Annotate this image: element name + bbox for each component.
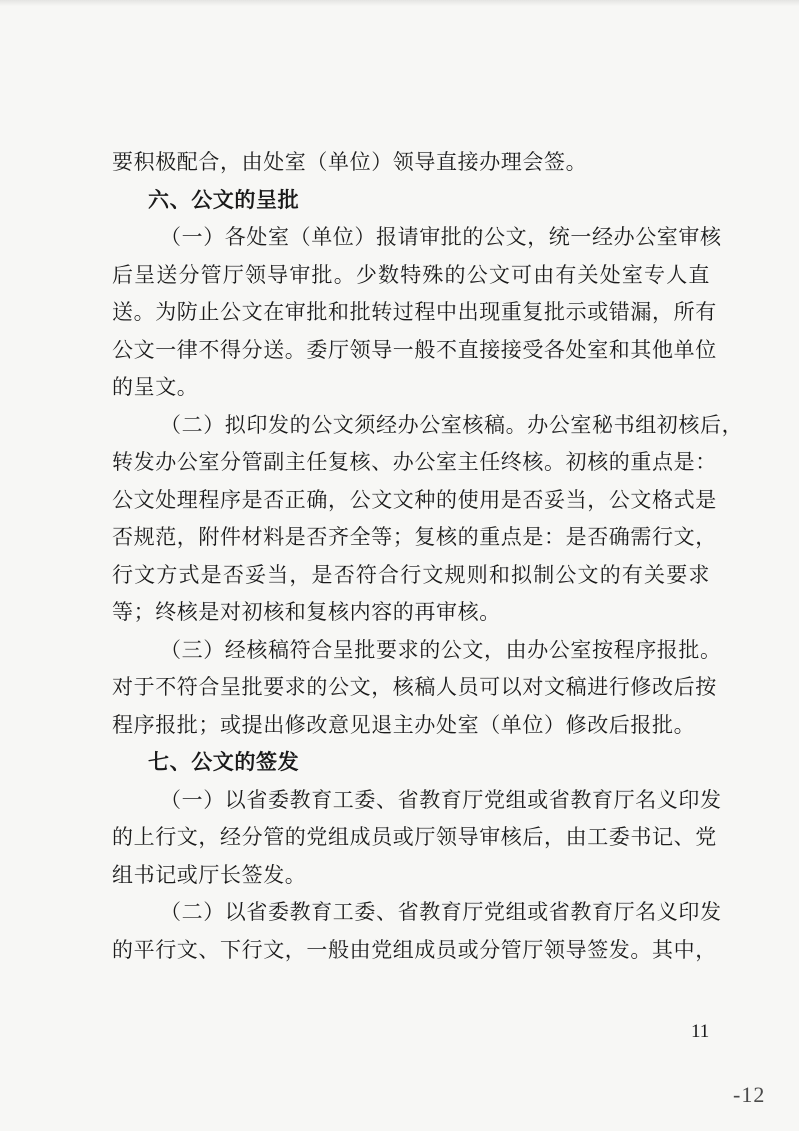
paragraph-line: 转发办公室分管副主任复核、办公室主任终核。初核的重点是： (112, 450, 717, 474)
paragraph-line: （一）各处室（单位）报请审批的公文，统一经办公室审核 (160, 225, 722, 249)
paragraph-line: 送。为防止公文在审批和批转过程中出现重复批示或错漏，所有 (112, 300, 717, 324)
paragraph-line: 要积极配合，由处室（单位）领导直接办理会签。 (112, 150, 588, 174)
section-heading-6: 六、公文的呈批 (148, 187, 300, 212)
page-number: 11 (691, 1021, 710, 1042)
scan-edge-shadow (0, 0, 799, 6)
paragraph-line: 公文处理程序是否正确，公文文种的使用是否妥当，公文格式是 (112, 487, 717, 512)
paragraph-line: 组书记或厅长签发。 (112, 862, 307, 887)
paragraph-line: 的平行文、下行文，一般由党组成员或分管厅领导签发。其中， (112, 937, 717, 962)
paragraph-line: （二）拟印发的公文须经办公室核稿。办公室秘书组初核后， (160, 412, 744, 437)
paragraph-line: 等；终核是对初核和复核内容的再审核。 (112, 600, 501, 624)
paragraph-line: 的呈文。 (112, 375, 199, 399)
paragraph-line: 的上行文，经分管的党组成员或厅领导审核后，由工委书记、党 (112, 825, 717, 849)
handwritten-page-stamp: -12 (733, 1082, 766, 1107)
paragraph-line: 对于不符合呈批要求的公文，核稿人员可以对文稿进行修改后按 (112, 675, 717, 699)
paragraph-line: 行文方式是否妥当，是否符合行文规则和拟制公文的有关要求 (112, 562, 710, 587)
section-heading-7: 七、公文的签发 (148, 750, 300, 774)
paragraph-line: 否规范，附件材料是否齐全等；复核的重点是：是否确需行文， (112, 525, 717, 549)
paragraph-line: 公文一律不得分送。委厅领导一般不直接接受各处室和其他单位 (112, 337, 717, 362)
paragraph-line: 程序报批；或提出修改意见退主办处室（单位）修改后报批。 (112, 712, 696, 737)
paragraph-line: （一）以省委教育工委、省教育厅党组或省教育厅名义印发 (160, 787, 722, 812)
document-body (112, 144, 744, 969)
paragraph-line: （三）经核稿符合呈批要求的公文，由办公室按程序报批。 (160, 637, 722, 662)
paragraph-line: 后呈送分管厅领导审批。少数特殊的公文可由有关处室专人直 (112, 262, 710, 287)
paragraph-line: （二）以省委教育工委、省教育厅党组或省教育厅名义印发 (160, 900, 722, 924)
